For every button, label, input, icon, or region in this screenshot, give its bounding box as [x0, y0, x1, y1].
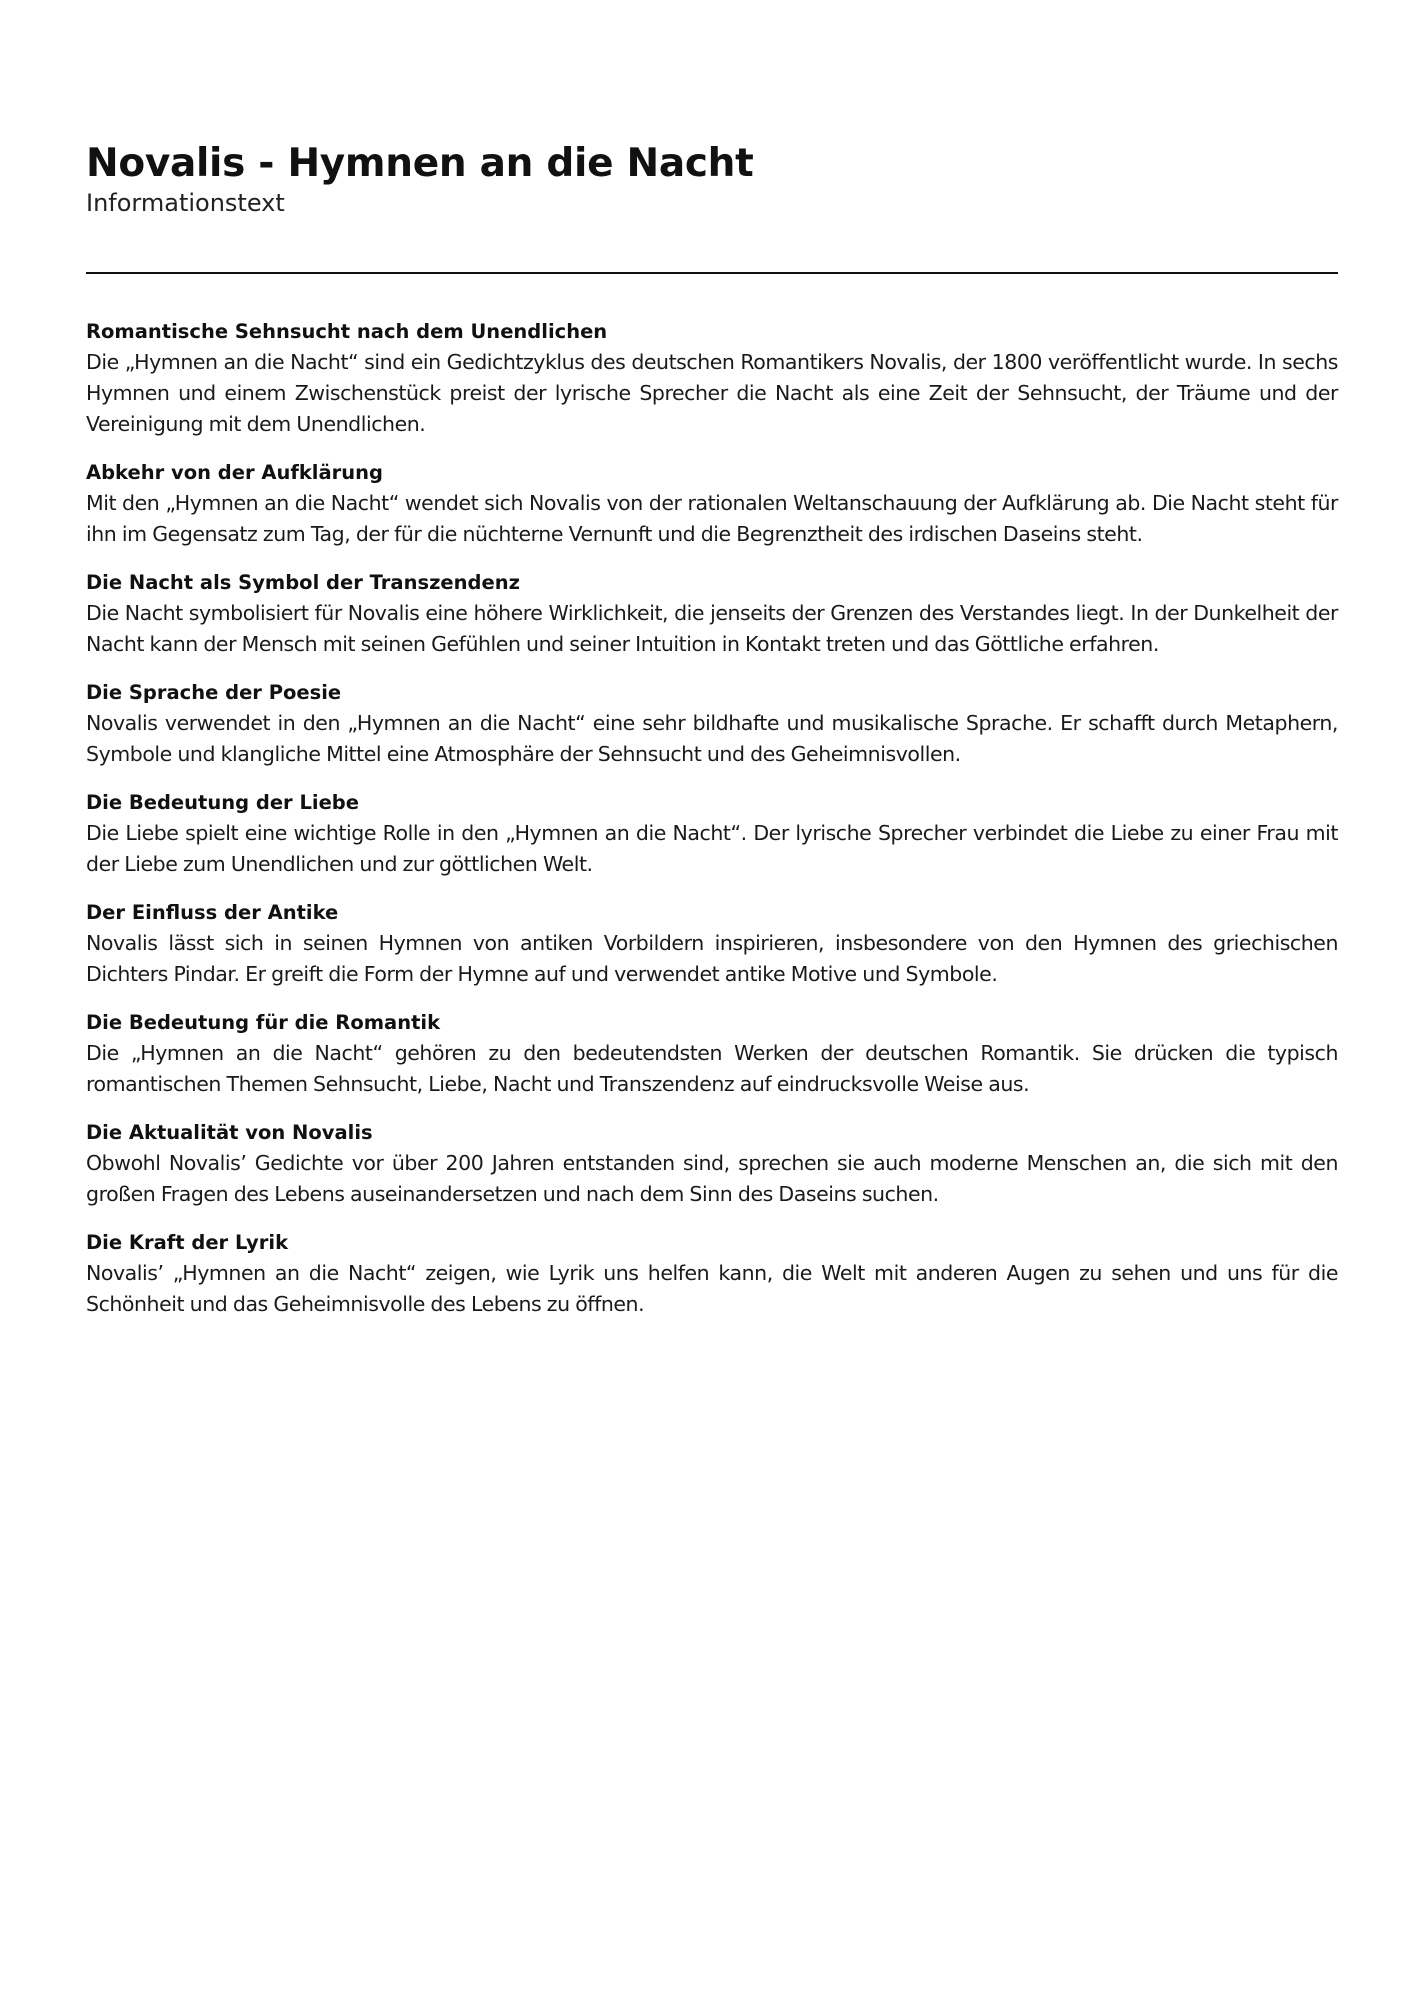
section-body: Novalis’ „Hymnen an die Nacht“ zeigen, wie Lyrik uns helfen kann, die Welt mit anderen Augen zu sehen und uns für die Schönheit und das Geheimnisvolle des Lebens zu öffnen.: [86, 1261, 1338, 1316]
section-body: Die Liebe spielt eine wichtige Rolle in den „Hymnen an die Nacht“. Der lyrische Sprecher verbindet die Liebe zu einer Frau mit der Liebe zum Unendlichen und zur göttlichen Welt.: [86, 821, 1338, 876]
section-heading: Die Sprache der Poesie: [86, 681, 342, 704]
document-page: [86, 140, 1338, 1316]
section-heading: Die Bedeutung der Liebe: [86, 791, 359, 814]
title-divider: [86, 272, 1338, 274]
section: [86, 316, 1338, 440]
section: [86, 787, 1338, 880]
section-body: Die Nacht symbolisiert für Novalis eine höhere Wirklichkeit, die jenseits der Grenzen des Verstandes liegt. In der Dunkelheit der Nacht kann der Mensch mit seinen Gefühlen und seiner Intuition in Kontakt treten und das Göttliche erfahren.: [86, 601, 1338, 656]
section-body: Novalis verwendet in den „Hymnen an die Nacht“ eine sehr bildhafte und musikalische Sprache. Er schafft durch Metaphern, Symbole und klangliche Mittel eine Atmosphäre der Sehnsucht und des Geheimnisvollen.: [86, 711, 1338, 766]
section-heading: Die Bedeutung für die Romantik: [86, 1011, 441, 1034]
section: [86, 1117, 1338, 1210]
section-heading: Die Aktualität von Novalis: [86, 1121, 373, 1144]
document-title: Novalis - Hymnen an die Nacht: [86, 141, 754, 186]
section: [86, 567, 1338, 660]
section-body: Die „Hymnen an die Nacht“ gehören zu den bedeutendsten Werken der deutschen Romantik. Sie drücken die typisch romantischen Themen Sehnsucht, Liebe, Nacht und Transzendenz auf eindrucksvolle Weise aus.: [86, 1041, 1338, 1096]
section-body: Novalis lässt sich in seinen Hymnen von antiken Vorbildern inspirieren, insbesondere von den Hymnen des griechischen Dichters Pindar. Er greift die Form der Hymne auf und verwendet antike Motive und Symbole.: [86, 931, 1338, 986]
document-subtitle: Informationstext: [86, 189, 285, 217]
section-heading: Abkehr von der Aufklärung: [86, 461, 383, 484]
section-heading: Die Nacht als Symbol der Transzendenz: [86, 571, 520, 594]
sections-container: [86, 316, 1338, 1337]
section-body: Mit den „Hymnen an die Nacht“ wendet sich Novalis von der rationalen Weltanschauung der Aufklärung ab. Die Nacht steht für ihn im Gegensatz zum Tag, der für die nüchterne Vernunft und die Begrenztheit des irdischen Daseins steht.: [86, 491, 1338, 546]
section-heading: Die Kraft der Lyrik: [86, 1231, 289, 1254]
section-body: Obwohl Novalis’ Gedichte vor über 200 Jahren entstanden sind, sprechen sie auch moderne Menschen an, die sich mit den großen Fragen des Lebens auseinandersetzen und nach dem Sinn des Daseins suchen.: [86, 1151, 1338, 1206]
section: [86, 677, 1338, 770]
section: [86, 457, 1338, 550]
section: [86, 897, 1338, 990]
section-heading: Romantische Sehnsucht nach dem Unendlichen: [86, 320, 608, 343]
section-heading: Der Einfluss der Antike: [86, 901, 339, 924]
section: [86, 1227, 1338, 1320]
section: [86, 1007, 1338, 1100]
section-body: Die „Hymnen an die Nacht“ sind ein Gedichtzyklus des deutschen Romantikers Novalis, der 1800 veröffentlicht wurde. In sechs Hymnen und einem Zwischenstück preist der lyrische Sprecher die Nacht als eine Zeit der Sehnsucht, der Träume und der Vereinigung mit dem Unendlichen.: [86, 350, 1338, 436]
